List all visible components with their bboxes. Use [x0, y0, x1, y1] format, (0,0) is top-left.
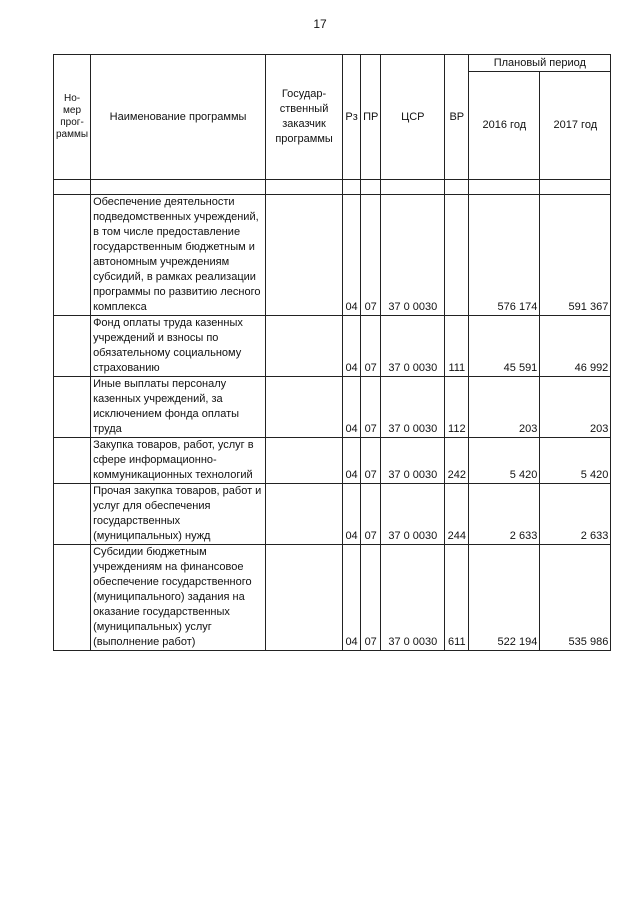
header-csr: ЦСР — [381, 55, 445, 180]
row-name: Закупка товаров, работ, услуг в сфере информационно-коммуникационных технологий — [91, 438, 266, 484]
row-pr: 07 — [361, 316, 381, 377]
row-vr: 111 — [445, 316, 469, 377]
row-csr: 37 0 0030 — [381, 316, 445, 377]
row-pr: 07 — [361, 545, 381, 651]
row-pr: 07 — [361, 195, 381, 316]
row-vr: 242 — [445, 438, 469, 484]
row-amount-2016: 5 420 — [469, 438, 540, 484]
header-program-name: Наименование программы — [91, 55, 266, 180]
row-amount-2016: 522 194 — [469, 545, 540, 651]
table-row — [54, 377, 611, 438]
row-name: Субсидии бюджетным учреждениям на финансовое обеспечение государственного (муниципального) задания на оказание государственных (муниципальных) услуг (выполнение работ) — [91, 545, 266, 651]
row-amount-2017: 591 367 — [540, 195, 611, 316]
table-row — [54, 484, 611, 545]
row-pr: 07 — [361, 377, 381, 438]
row-csr: 37 0 0030 — [381, 195, 445, 316]
header-customer: Государ-ственный заказчик программы — [266, 55, 343, 180]
row-rz: 04 — [343, 438, 361, 484]
row-name: Иные выплаты персоналу казенных учреждений, за исключением фонда оплаты труда — [91, 377, 266, 438]
row-amount-2016: 576 174 — [469, 195, 540, 316]
row-amount-2017: 203 — [540, 377, 611, 438]
header-year-2016: 2016 год — [469, 72, 540, 180]
row-rz: 04 — [343, 377, 361, 438]
header-year-2017: 2017 год — [540, 72, 611, 180]
row-amount-2016: 2 633 — [469, 484, 540, 545]
row-pr: 07 — [361, 484, 381, 545]
row-amount-2016: 45 591 — [469, 316, 540, 377]
header-vr: ВР — [445, 55, 469, 180]
row-vr: 611 — [445, 545, 469, 651]
row-rz: 04 — [343, 316, 361, 377]
row-rz: 04 — [343, 484, 361, 545]
row-name: Прочая закупка товаров, работ и услуг для обеспечения государственных (муниципальных) нужд — [91, 484, 266, 545]
row-csr: 37 0 0030 — [381, 545, 445, 651]
row-rz: 04 — [343, 195, 361, 316]
header-planned-period: Плановый период — [469, 55, 611, 72]
row-rz: 04 — [343, 545, 361, 651]
table-row — [54, 438, 611, 484]
row-csr: 37 0 0030 — [381, 484, 445, 545]
header-program-number: Но-мер прог-раммы — [54, 55, 91, 180]
header-pr: ПР — [361, 55, 381, 180]
header-rz: Рз — [343, 55, 361, 180]
row-amount-2017: 5 420 — [540, 438, 611, 484]
row-pr: 07 — [361, 438, 381, 484]
row-amount-2017: 46 992 — [540, 316, 611, 377]
budget-table — [53, 54, 611, 651]
row-vr: 112 — [445, 377, 469, 438]
row-amount-2016: 203 — [469, 377, 540, 438]
table-row — [54, 316, 611, 377]
row-name: Фонд оплаты труда казенных учреждений и взносы по обязательному социальному страхованию — [91, 316, 266, 377]
header-spacer-row — [54, 180, 611, 195]
row-vr: 244 — [445, 484, 469, 545]
row-name: Обеспечение деятельности подведомственных учреждений, в том числе предоставление государственным бюджетным и автономным учреждениям субсидий, в рамках реализации программы по развитию лесного комплекса — [91, 195, 266, 316]
table-row — [54, 195, 611, 316]
table-row — [54, 545, 611, 651]
row-vr — [445, 195, 469, 316]
row-csr: 37 0 0030 — [381, 377, 445, 438]
page-number: 17 — [313, 17, 327, 31]
row-csr: 37 0 0030 — [381, 438, 445, 484]
row-amount-2017: 535 986 — [540, 545, 611, 651]
row-amount-2017: 2 633 — [540, 484, 611, 545]
